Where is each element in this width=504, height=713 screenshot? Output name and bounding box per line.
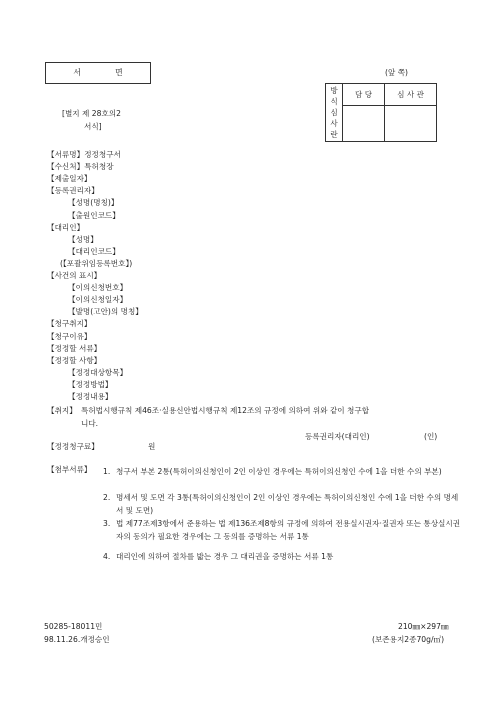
approval-header-staff: 담 당 (343, 84, 385, 106)
field-line: 【대리인】 (47, 222, 85, 232)
seal-mark: (인) (424, 432, 438, 441)
approval-header-examiner: 심 사 관 (385, 84, 437, 106)
field-line: 【성명(명칭)】 (68, 198, 119, 208)
purpose-label: 【취지】 (47, 406, 77, 415)
field-line: 【사건의 표시】 (47, 271, 102, 280)
field-line: 【정정내용】 (68, 392, 113, 401)
footer-code: 50285-18011민 (44, 622, 103, 631)
form-number: [별지 제 28호의2 (62, 109, 121, 118)
field-line: 【성명】 (68, 234, 98, 244)
attachments-label: 【첨부서류】 (47, 465, 92, 474)
footer-size: 210㎜×297㎜ (398, 622, 449, 631)
field-line: (【포괄위임등록번호】) (60, 258, 133, 268)
field-line: 【출원인코드】 (68, 210, 120, 220)
field-line: 【정정할 사항】 (47, 355, 102, 365)
approval-vertical-label: 방 식 심 사 란 (326, 84, 343, 142)
attachment-item: 1. 청구서 부본 2통(특허이의신청인이 2인 이상인 경우에는 특허이의신청인 수에 1을 더한 수의 부본) (103, 467, 442, 476)
footer-paper: (보존용지2종70g/㎡) (372, 635, 445, 644)
field-line: 【등록권리자】 (47, 186, 99, 196)
approval-examiner-cell (385, 106, 437, 142)
field-line: 【이의신청번호】 (68, 283, 128, 293)
approval-table (325, 83, 437, 142)
field-line: 【제출일자】 (47, 174, 92, 184)
purpose-line-2: 니다. (81, 419, 99, 428)
signer-label: 등록권리자(대리인) (305, 432, 370, 441)
field-line: 【수신처】특허청장 (47, 162, 114, 172)
title-char-1: 서 (73, 68, 81, 77)
field-line: 【청구취지】 (47, 319, 92, 329)
footer-approval-date: 98.11.26.개정승인 (44, 635, 110, 644)
attachment-item: 2. 명세서 및 도면 각 3통(특허이의신청인이 2인 이상인 경우에는 특허이의신청인 수에 1을 더한 수의 명세서 및 도면) (103, 493, 459, 515)
field-line: 【청구이유】 (47, 331, 92, 341)
field-line: 【발명(고안)의 명칭】 (68, 307, 143, 317)
field-line: 【정정대상항목】 (68, 367, 128, 377)
page-side-label: (앞 쪽) (385, 68, 409, 77)
fee-label: 【정정청구료】 (47, 442, 99, 451)
attachment-item: 3. 법 제77조제3항에서 준용하는 법 제136조제8항의 규정에 의하여 전용실시권자·질권자 또는 통상실시권자의 동의가 필요한 경우에는 그 동의를 증명하는 서류 1통 (103, 519, 461, 541)
field-line: 【정정할 서류】 (47, 343, 102, 353)
field-line: 【정정방법】 (68, 379, 113, 389)
field-line: 【대리인코드】 (68, 246, 120, 256)
purpose-line-1: 특허법시행규칙 제46조·실용신안법시행규칙 제12조의 규정에 의하여 위와 같이 청구합 (81, 406, 370, 415)
fee-unit: 원 (148, 442, 156, 451)
attachment-item: 4. 대리인에 의하여 절차를 밟는 경우 그 대리권을 증명하는 서류 1통 (103, 552, 334, 561)
field-line: 【서류명】정정청구서 (47, 150, 121, 159)
approval-staff-cell (343, 106, 385, 142)
field-line: 【이의신청일자】 (68, 295, 128, 305)
title-char-2: 면 (115, 68, 123, 77)
document-title-box (45, 62, 151, 84)
form-number-suffix: 서식] (84, 122, 102, 131)
